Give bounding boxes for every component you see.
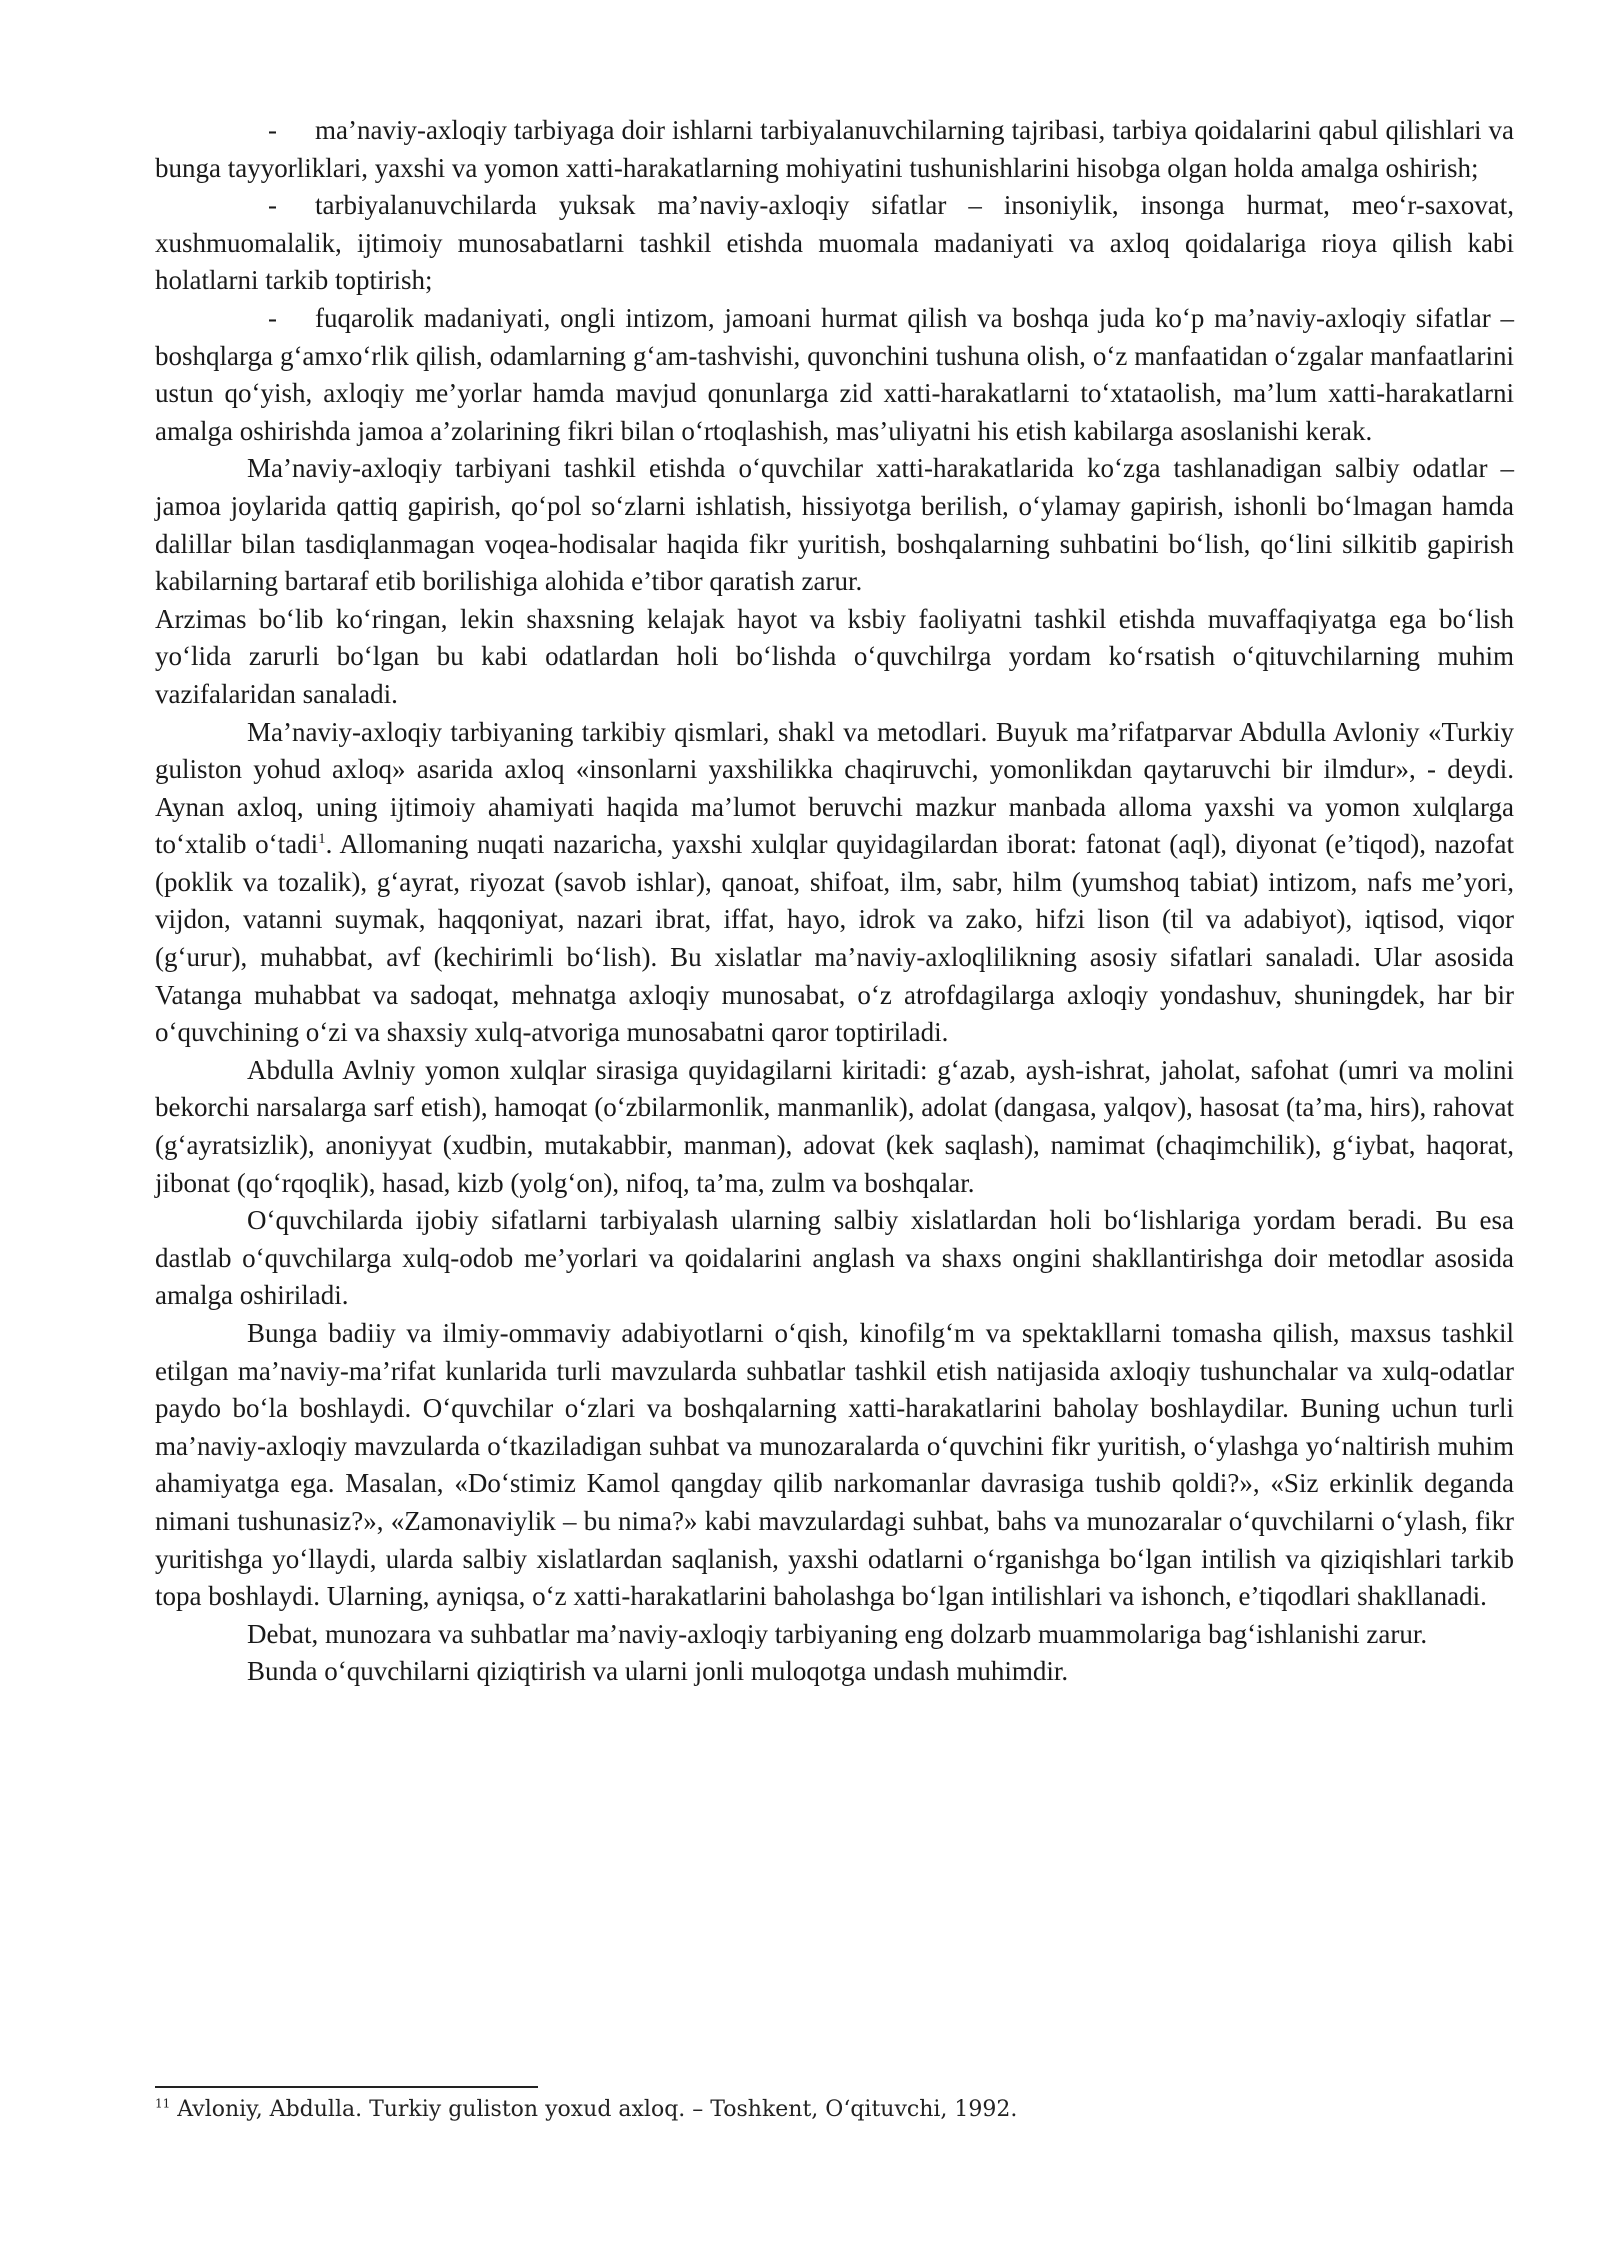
- document-body: [155, 112, 1514, 1691]
- paragraph: Bunga badiiy va ilmiy-ommaviy adabiyotlarni o‘qish, kinofilg‘m va spektakllarni tomasha qilish, maxsus tashkil etilgan ma’naviy-ma’rifat kunlarida turli mavzularda suhbatlar tashkil etish natijasida axloqiy tushunchalar va xulq-odatlar paydo bo‘la boshlaydi. O‘quvchilar o‘zlari va boshqalarning xatti-harakatlarini baholay boshlaydilar. Buning uchun turli ma’naviy-axloqiy mavzularda o‘tkaziladigan suhbat va munozaralarda o‘quvchini fikr yuritish, o‘ylashga yo‘naltirish muhim ahamiyatga ega. Masalan, «Do‘stimiz Kamol qangday qilib narkomanlar davrasiga tushib qoldi?», «Siz erkinlik deganda nimani tushunasiz?», «Zamonaviylik – bu nima?» kabi mavzulardagi suhbat, bahs va munozaralar o‘quvchilarni o‘ylash, fikr yuritishga yo‘llaydi, ularda salbiy xislatlardan saqlanish, yaxshi odatlarni o‘rganishga bo‘lgan intilish va qiziqishlari tarkib topa boshlaydi. Ularning, ayniqsa, o‘z xatti-harakatlarini baholashga bo‘lgan intilishlari va ishonch, e’tiqodlari shakllanadi.: [155, 1318, 1514, 1612]
- bullet-dash: -: [268, 302, 277, 333]
- paragraph: Debat, munozara va suhbatlar ma’naviy-axloqiy tarbiyaning eng dolzarb muammolariga bag‘ishlanishi zarur.: [247, 1618, 1428, 1649]
- footnote-separator: [155, 2086, 538, 2088]
- bullet-dash: -: [268, 115, 277, 145]
- paragraph-text: . Allomaning nuqati nazaricha, yaxshi xulqlar quyidagilardan iborat: fatonat (aql), diyonat (e’tiqod), nazofat (poklik va tozalik), g‘ayrat, riyozat (savob ishlar), qanoat, shifoat, ilm, sabr, hilm (yumshoq tabiat) intizom, nafs me’yori, vijdon, vatanni suymak, haqqoniyat, nazari ibrat, iffat, hayo, idrok va zako, hifzi lison (til va adabiyot), iqtisod, viqor (g‘urur), muhabbat, avf (kechirimli bo‘lish). Bu xislatlar ma’naviy-axloqlilikning asosiy sifatlari sanaladi. Ular asosida Vatanga muhabbat va sadoqat, mehnatga axloqiy munosabat, o‘z atrofdagilarga axloqiy yondashuv, shuningdek, har bir o‘quvchining o‘zi va shaxsiy xulq-atvoriga munosabatni qaror toptiriladi.: [155, 829, 1514, 1048]
- paragraph: Ma’naviy-axloqiy tarbiyani tashkil etishda o‘quvchilar xatti-harakatlarida ko‘zga tashlanadigan salbiy odatlar – jamoa joylarida qattiq gapirish, qo‘pol so‘zlarni ishlatish, hissiyotga berilish, o‘ylamay gapirish, ishonli bo‘lmagan hamda dalillar bilan tasdiqlanmagan voqea-hodisalar haqida fikr yuritish, boshqalarning suhbatini bo‘lish, qo‘lini silkitib gapirish kabilarning bartaraf etib borilishiga alohida e’tibor qaratish zarur.: [155, 453, 1514, 597]
- paragraph: Bunda o‘quvchilarni qiziqtirish va ularni jonli muloqotga undash muhimdir.: [247, 1656, 1069, 1687]
- footnote-text: Avloniy, Abdulla. Turkiy guliston yoxud axloq. – Toshkent, O‘qituvchi, 1992.: [170, 2097, 1018, 2122]
- bullet-text: fuqarolik madaniyati, ongli intizom, jamoani hurmat qilish va boshqa juda ko‘p ma’naviy-axloqiy sifatlar – boshqlarga g‘amxo‘rlik qilish, odamlarning g‘am-tashvishi, quvonchini tushuna olish, o‘z manfaatidan o‘zgalar manfaatlarini ustun qo‘yish, axloqiy me’yorlar hamda mavjud qonunlarga zid xatti-harakatlarni to‘xtataolish, ma’lum xatti-harakatlarni amalga oshirishda jamoa a’zolarining fikri bilan o‘rtoqlashish, mas’uliyatni his etish kabilarga asoslanishi kerak.: [155, 302, 1514, 446]
- footnote: [155, 2095, 1514, 2125]
- paragraph: [155, 714, 1514, 1052]
- bullet-item: [155, 112, 1514, 187]
- footnote-marker: 11: [155, 2096, 171, 2111]
- paragraph: O‘quvchilarda ijobiy sifatlarni tarbiyalash ularning salbiy xislatlardan holi bo‘lishlariga yordam beradi. Bu esa dastlab o‘quvchilarga xulq-odob me’yorlari va qoidalarini anglash va shaxs ongini shakllantirishga doir metodlar asosida amalga oshiriladi.: [155, 1205, 1514, 1311]
- footnote-reference: 1: [318, 831, 326, 848]
- paragraph: Abdulla Avlniy yomon xulqlar sirasiga quyidagilarni kiritadi: g‘azab, aysh-ishrat, jaholat, safohat (umri va molini bekorchi narsalarga sarf etish), hamoqat (o‘zbilarmonlik, manmanlik), adolat (dangasa, yalqov), hasosat (ta’ma, hirs), rahovat (g‘ayratsizlik), anoniyyat (xudbin, mutakabbir, manman), adovat (kek saqlash), namimat (chaqimchilik), g‘iybat, haqorat, jibonat (qo‘rqoqlik), hasad, kizb (yolg‘on), nifoq, ta’ma, zulm va boshqalar.: [155, 1054, 1514, 1198]
- bullet-text: tarbiyalanuvchilarda yuksak ma’naviy-axloqiy sifatlar – insoniylik, insonga hurmat, meo‘r-saxovat, xushmuomalalik, ijtimoiy munosabatlarni tashkil etishda muomala madaniyati va axloq qoidalariga rioya qilish kabi holatlarni tarkib toptirish;: [155, 190, 1514, 296]
- bullet-item: [155, 300, 1514, 450]
- bullet-text: ma’naviy-axloqiy tarbiyaga doir ishlarni tarbiyalanuvchilarning tajribasi, tarbiya qoidalarini qabul qilishlari va bunga tayyorliklari, yaxshi va yomon xatti-harakatlarning mohiyatini tushunishlarini hisobga olgan holda amalga oshirish;: [155, 115, 1514, 183]
- paragraph-text: Ma’naviy-axloqiy tarbiyaning tarkibiy qismlari, shakl va metodlari. Buyuk ma’rifatparvar Abdulla Avloniy «Turkiy guliston yohud axloq» asarida axloq «insonlarni yaxshilikka chaqiruvchi, yomonlikdan qaytaruvchi bir ilmdur», - deydi. Aynan axloq, uning ijtimoiy ahamiyati haqida ma’lumot beruvchi mazkur manbada alloma yaxshi va yomon xulqlarga to‘xtalib o‘tadi: [155, 716, 1514, 860]
- bullet-dash: -: [268, 190, 277, 221]
- bullet-item: [155, 187, 1514, 300]
- paragraph: Arzimas bo‘lib ko‘ringan, lekin shaxsning kelajak hayot va ksbiy faoliyatni tashkil etishda muvaffaqiyatga ega bo‘lish yo‘lida zarurli bo‘lgan bu kabi odatlardan holi bo‘lishda o‘quvchilrga yordam ko‘rsatish o‘qituvchilarning muhim vazifalaridan sanaladi.: [155, 603, 1514, 709]
